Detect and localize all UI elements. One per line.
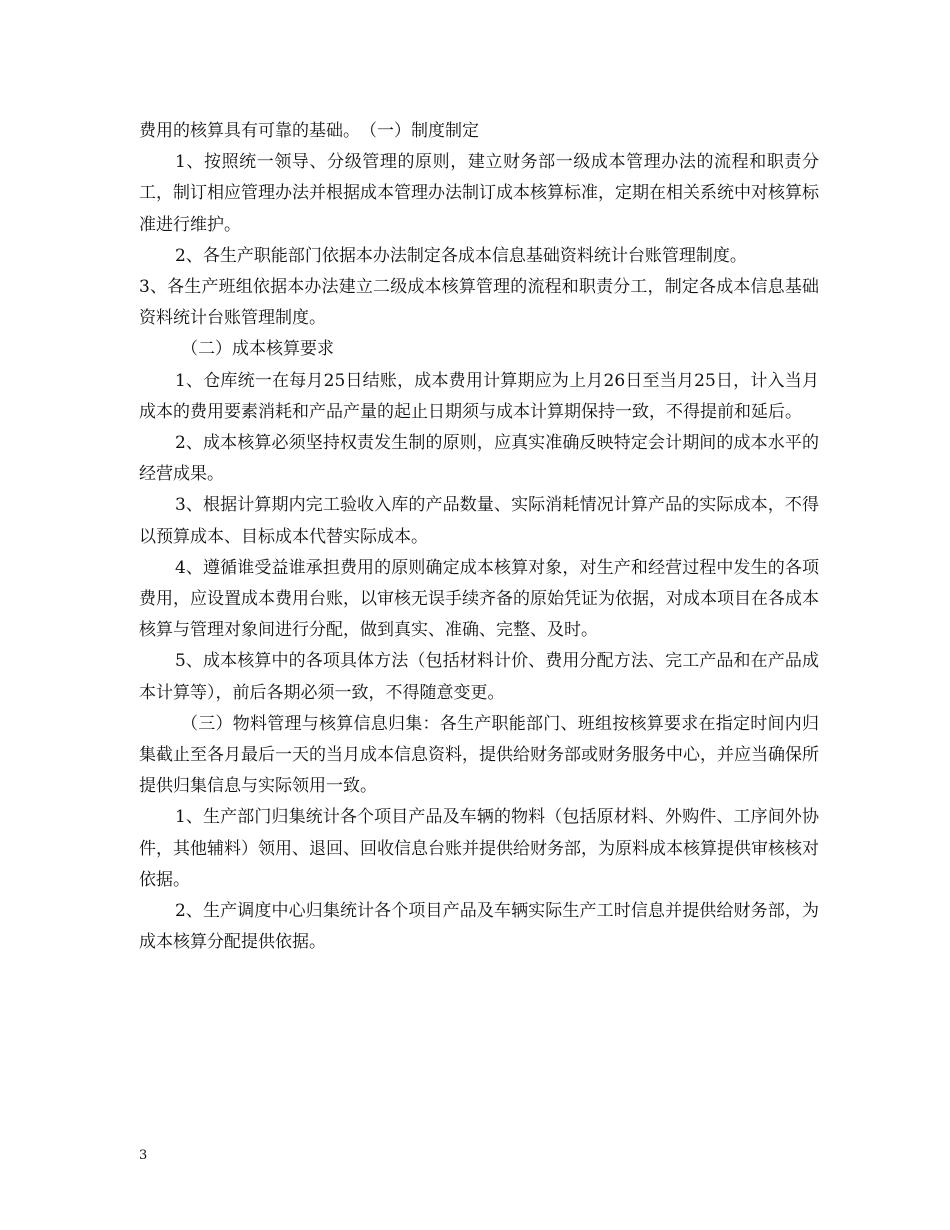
paragraph: 3、根据计算期内完工验收入库的产品数量、实际消耗情况计算产品的实际成本，不得以预算成本、目标成本代替实际成本。 xyxy=(139,495,819,547)
paragraph: 3、各生产班组依据本办法建立二级成本核算管理的流程和职责分工，制定各成本信息基础资料统计台账管理制度。 xyxy=(139,277,819,329)
paragraph: 1、仓库统一在每月25日结账，成本费用计算期应为上月26日至当月25日，计入当月成本的费用要素消耗和产品产量的起止日期须与成本计算期保持一致，不得提前和延后。 xyxy=(139,370,819,422)
section-heading: （三）物料管理与核算信息归集：各生产职能部门、班组按核算要求在指定时间内归集截止至各月最后一天的当月成本信息资料，提供给财务部或财务服务中心，并应当确保所提供归集信息与实际领用一致。 xyxy=(139,713,819,797)
section-heading: （二）成本核算要求 xyxy=(181,339,334,360)
paragraph: 2、生产调度中心归集统计各个项目产品及车辆实际生产工时信息并提供给财务部，为成本核算分配提供依据。 xyxy=(139,901,819,953)
paragraph: 4、遵循谁受益谁承担费用的原则确定成本核算对象，对生产和经营过程中发生的各项费用，应设置成本费用台账，以审核无误手续齐备的原始凭证为依据，对成本项目在各成本核算与管理对象间进行分配，做到真实、准确、完整、及时。 xyxy=(139,557,819,641)
paragraph: 5、成本核算中的各项具体方法（包括材料计价、费用分配方法、完工产品和在产品成本计算等），前后各期必须一致，不得随意变更。 xyxy=(139,651,819,703)
paragraph: 2、成本核算必须坚持权责发生制的原则，应真实准确反映特定会计期间的成本水平的经营成果。 xyxy=(139,433,819,485)
paragraph: 1、生产部门归集统计各个项目产品及车辆的物料（包括原材料、外购件、工序间外协件，其他辅料）领用、退回、回收信息台账并提供给财务部，为原料成本核算提供审核核对依据。 xyxy=(139,807,819,890)
paragraph: 费用的核算具有可靠的基础。 （一）制度制定 xyxy=(139,121,479,141)
paragraph: 1、按照统一领导、分级管理的原则，建立财务部一级成本管理办法的流程和职责分工，制订相应管理办法并根据成本管理办法制订成本核算标准，定期在相关系统中对核算标准进行维护。 xyxy=(139,152,819,235)
document-body xyxy=(139,116,819,958)
paragraph: 2、各生产职能部门依据本办法制定各成本信息基础资料统计台账管理制度。 xyxy=(175,245,747,266)
page-number: 3 xyxy=(139,1148,148,1163)
